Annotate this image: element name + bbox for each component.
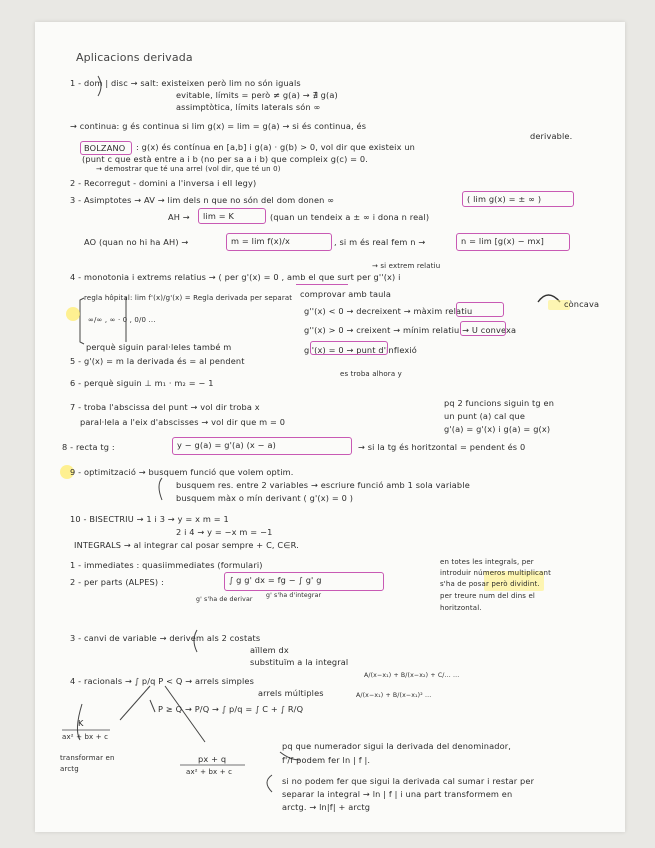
bolzano-label: BOLZANO <box>84 143 126 153</box>
note-line: g''(x) = 0 → punt d'inflexió <box>304 345 417 355</box>
note-line: 8 - recta tg : <box>62 442 115 452</box>
note-line: 2 i 4 → y = −x m = −1 <box>176 527 273 537</box>
parts-formula: ∫ g g' dx = fg − ∫ g' g <box>229 575 322 585</box>
bolzano-box <box>80 141 132 155</box>
note-line: còncava <box>564 299 600 309</box>
side-note-line: introduir números multiplicant <box>440 569 551 577</box>
note-line: 9 - optimització → busquem funció que volem optim. <box>70 467 294 477</box>
note-line: : g(x) és contínua en [a,b] i g(a) · g(b) > 0, vol dir que existeix un <box>136 142 415 152</box>
max-relatiu-box <box>456 302 504 317</box>
inflexio-box <box>310 341 388 355</box>
note-line: 5 - g'(x) = m la derivada és = al pendent <box>70 356 245 366</box>
note-line: g'(a) = g'(x) i g(a) = g(x) <box>444 424 551 434</box>
note-line: arctg. → ln|f| + arctg <box>282 802 371 812</box>
note-line: → continua: g és continua si lim g(x) = lim = g(a) → si és continua, és <box>70 121 367 131</box>
ao-n-formula: n = lim [g(x) − mx] <box>461 236 544 246</box>
note-line: 3 - canvi de variable → derivem als 2 costats <box>70 633 261 643</box>
note-line: transformar en <box>60 754 115 762</box>
note-line: 7 - troba l'abscissa del punt → vol dir troba x <box>70 402 260 412</box>
note-line: 4 - monotonia i extrems relatius → ( per g'(x) = 0 , amb el que surt per g''(x) i <box>70 272 401 282</box>
side-note-line: s'ha de posar però dividint. <box>440 580 540 588</box>
side-note-line: per treure num del dins el <box>440 592 536 600</box>
note-line: 10 - BISECTRIU → 1 i 3 → y = x m = 1 <box>70 514 229 524</box>
tangent-formula: y − g(a) = g'(a) (x − a) <box>177 440 276 450</box>
note-line: , si m és real fem n → <box>334 237 426 247</box>
note-line: comprovar amb taula <box>300 289 392 299</box>
note-line: un punt (a) cal que <box>444 411 526 421</box>
section-heading: INTEGRALS → al integrar cal posar sempre + C, C∈R. <box>74 540 299 550</box>
note-line: pq que numerador sigui la derivada del denominador, <box>282 741 512 751</box>
ah-formula: lim = K <box>203 211 235 221</box>
note-line: ax² + bx + c <box>62 733 109 741</box>
note-line: ax² + bx + c <box>186 768 233 776</box>
note-line: f'/f podem fer ln | f |. <box>282 755 371 765</box>
note-line: pq 2 funcions siguin tg en <box>444 398 555 408</box>
underline-mark <box>296 284 348 285</box>
highlighter-dot <box>66 307 80 321</box>
note-line: evitable, límits = però ≠ g(a) → ∄ g(a) <box>176 90 338 100</box>
parts-formula-box <box>224 572 384 591</box>
ao-m-formula-box <box>226 233 332 251</box>
note-line: A/(x−x₁) + B/(x−x₁)² ... <box>356 692 432 699</box>
note-line: ∞/∞ , ∞ · 0 , 0/0 ... <box>88 316 156 324</box>
note-line: 2 - per parts (ALPES) : <box>70 577 164 587</box>
note-line: derivable. <box>530 131 573 141</box>
note-line: es troba alhora y <box>340 370 402 378</box>
av-formula-box <box>462 191 574 207</box>
note-line: A/(x−x₁) + B/(x−x₂) + C/... ... <box>364 672 460 679</box>
note-line: (punt c que està entre a i b (no per sa a i b) que compleix g(c) = 0. <box>82 154 369 164</box>
note-line: perquè siguin paral·leles també m <box>86 342 232 352</box>
note-line: 6 - perquè siguin ⊥ m₁ · m₂ = − 1 <box>70 378 214 388</box>
note-line: si no podem fer que sigui la derivada cal sumar i restar per <box>282 776 535 786</box>
note-line: assimptòtica, límits laterals són ∞ <box>176 102 321 112</box>
note-line: 1 - dom | disc → salt: existeixen però lim no són iguals <box>70 78 301 88</box>
note-line: 2 - Recorregut - domini a l'inversa i ell legy) <box>70 178 257 188</box>
ah-formula-box <box>198 208 266 224</box>
note-line: regla hôpital: lim f'(x)/g'(x) = Regla derivada per separat <box>84 294 293 302</box>
side-note-line: en totes les integrals, per <box>440 558 534 566</box>
note-line: g''(x) < 0 → decreixent → màxim relatiu <box>304 306 473 316</box>
note-line: g' s'ha d'integrar <box>266 592 322 599</box>
note-line: 3 - Asimptotes → AV → lim dels n que no són del dom donen ∞ <box>70 195 335 205</box>
note-line: substituïm a la integral <box>250 657 349 667</box>
note-line: busquem màx o mín derivant ( g'(x) = 0 ) <box>176 493 354 503</box>
page-title: Aplicacions derivada <box>76 51 193 64</box>
note-line: → demostrar que té una arrel (vol dir, que té un 0) <box>96 165 281 173</box>
note-line: 1 - immediates : quasiimmediates (formulari) <box>70 560 263 570</box>
av-formula: ( lim g(x) = ± ∞ ) <box>467 194 542 204</box>
min-relatiu-box <box>460 321 506 336</box>
note-line: 4 - racionals → ∫ p/q P < Q → arrels simples <box>70 676 254 686</box>
note-line: arrels múltiples <box>258 688 324 698</box>
note-line: P ≥ Q → P/Q → ∫ p/q = ∫ C + ∫ R/Q <box>158 704 304 714</box>
note-line: → si extrem relatiu <box>372 262 441 270</box>
note-line: AO (quan no hi ha AH) → <box>84 237 189 247</box>
side-note-line: horitzontal. <box>440 604 482 612</box>
note-line: arctg <box>60 765 79 773</box>
ao-n-formula-box <box>456 233 570 251</box>
note-line: busquem res. entre 2 variables → escriure funció amb 1 sola variable <box>176 480 470 490</box>
note-line: paral·lela a l'eix d'abscisses → vol dir que m = 0 <box>80 417 286 427</box>
note-line: K <box>78 718 84 728</box>
note-line: g''(x) > 0 → creixent → mínim relatiu → U convexa <box>304 325 517 335</box>
note-line: aïllem dx <box>250 645 289 655</box>
note-line: → si la tg és horitzontal = pendent és 0 <box>358 442 526 452</box>
note-line: (quan un tendeix a ± ∞ i dona n real) <box>270 212 430 222</box>
note-line: px + q <box>198 754 227 764</box>
note-line: AH → <box>168 212 190 222</box>
ao-m-formula: m = lim f(x)/x <box>231 236 290 246</box>
tangent-formula-box <box>172 437 352 455</box>
note-line: g' s'ha de derivar <box>196 596 253 603</box>
note-line: separar la integral → ln | f | i una part transformem en <box>282 789 513 799</box>
